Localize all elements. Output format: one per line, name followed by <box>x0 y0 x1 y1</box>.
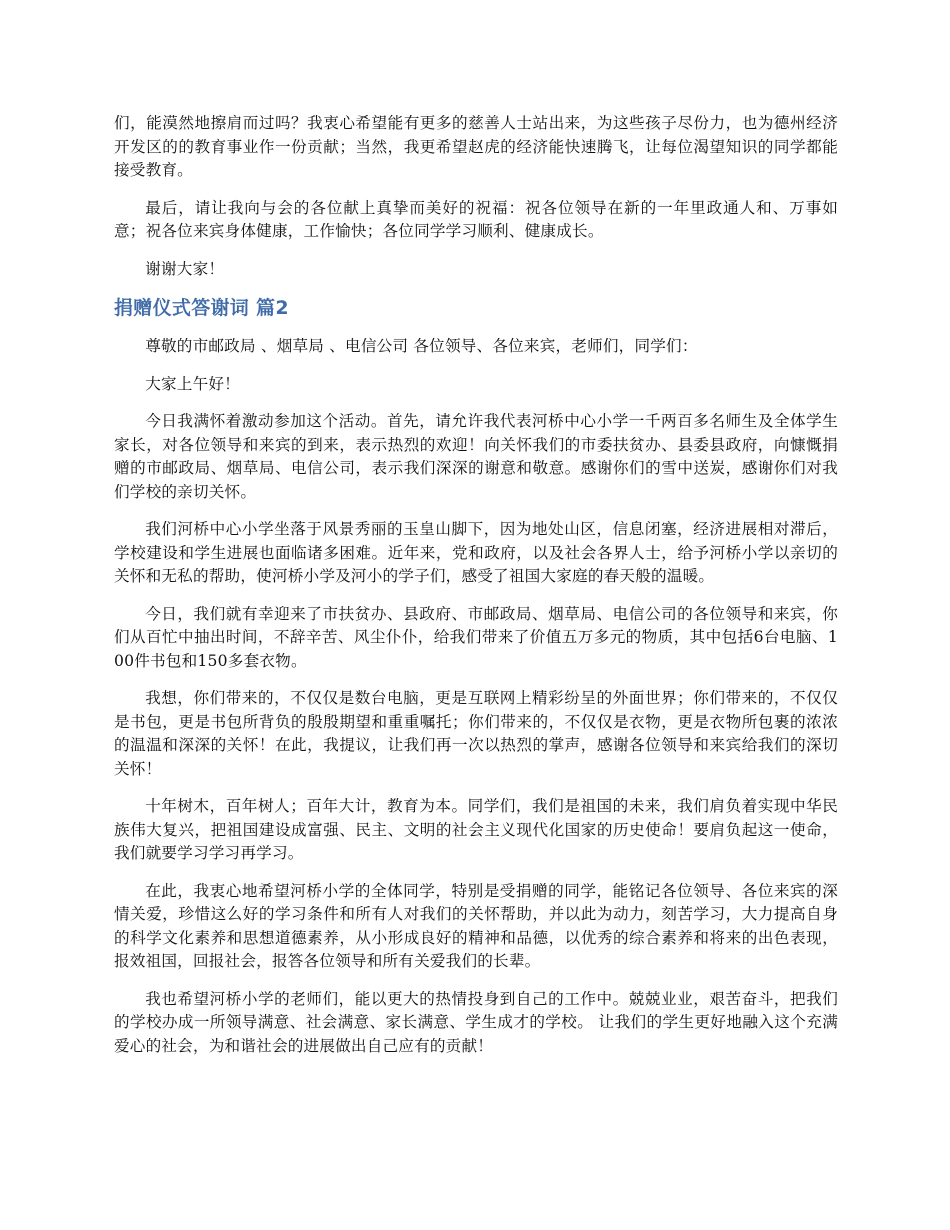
paragraph-continuation: 们，能漠然地擦肩而过吗？我衷心希望能有更多的慈善人士站出来，为这些孩子尽份力，也为德州经济开发区的的教育事业作一份贡献；当然，我更希望赵虎的经济能快速腾飞，让每位渴望知识的同学都能接受教育。 <box>114 114 838 179</box>
paragraph-donation-details: 今日，我们就有幸迎来了市扶贫办、县政府、市邮政局、烟草局、电信公司的各位领导和来宾，你们从百忙中抽出时间，不辞辛苦、风尘仆仆，给我们带来了价值五万多元的物质，其中包括6台电脑、100件书包和150多套衣物。 <box>114 604 838 670</box>
paragraph-education-mission: 十年树木，百年树人；百年大计，教育为本。同学们，我们是祖国的未来，我们肩负着实现中华民族伟大复兴，把祖国建设成富强、民主、文明的社会主义现代化国家的历史使命！要肩负起这一使命，我们就要学习学习再学习。 <box>114 797 838 862</box>
paragraph-welcome: 今日我满怀着激动参加这个活动。首先，请允许我代表河桥中心小学一千两百多名师生及全体学生家长，对各位领导和来宾的到来，表示热烈的欢迎！向关怀我们的市委扶贫办、县委县政府，向慷慨捐赠的市邮政局、烟草局、电信公司，表示我们深深的谢意和敬意。感谢你们的雪中送炭，感谢你们对我们学校的亲切关怀。 <box>114 412 838 501</box>
paragraph-student-hopes: 在此，我衷心地希望河桥小学的全体同学，特别是受捐赠的同学，能铭记各位领导、各位来宾的深情关爱，珍惜这么好的学习条件和所有人对我们的关怀帮助，并以此为动力，刻苦学习，大力提高自身的科学文化素养和思想道德素养，从小形成良好的精神和品德，以优秀的综合素养和将来的出色表现，报效祖国，回报社会，报答各位领导和所有关爱我们的长辈。 <box>114 881 838 970</box>
paragraph-greeting: 大家上午好！ <box>145 374 240 393</box>
paragraph-teacher-hopes: 我也希望河桥小学的老师们，能以更大的热情投身到自己的工作中。兢兢业业，艰苦奋斗，把我们的学校办成一所领导满意、社会满意、家长满意、学生成才的学校。 让我们的学生更好地融入这个充满爱心的社会，为和谐社会的进展做出自己应有的贡献！ <box>114 989 838 1055</box>
paragraph-gratitude: 我想，你们带来的，不仅仅是数台电脑，更是互联网上精彩纷呈的外面世界；你们带来的，不仅仅是书包，更是书包所背负的殷殷期望和重重嘱托；你们带来的，不仅仅是衣物，更是衣物所包裹的浓浓的温温和深深的关怀！在此，我提议，让我们再一次以热烈的掌声，感谢各位领导和来宾给我们的深切关怀！ <box>114 689 838 778</box>
paragraph-salutation: 尊敬的市邮政局 、烟草局 、电信公司 各位领导、各位来宾，老师们，同学们： <box>145 337 698 355</box>
paragraph-school-background: 我们河桥中心小学坐落于风景秀丽的玉皇山脚下，因为地处山区，信息闭塞，经济进展相对滞后，学校建设和学生进展也面临诸多困难。近年来，党和政府，以及社会各界人士，给予河桥小学以亲切的关怀和无私的帮助，使河桥小学及河小的学子们，感受了祖国大家庭的春天般的温暖。 <box>114 520 838 585</box>
paragraph-thanks: 谢谢大家！ <box>145 259 225 278</box>
paragraph-closing-wishes: 最后，请让我向与会的各位献上真挚而美好的祝福：祝各位领导在新的一年里政通人和、万事如意；祝各位来宾身体健康，工作愉快；各位同学学习顺利、健康成长。 <box>114 198 838 240</box>
section-heading: 捐赠仪式答谢词 篇2 <box>114 297 289 319</box>
